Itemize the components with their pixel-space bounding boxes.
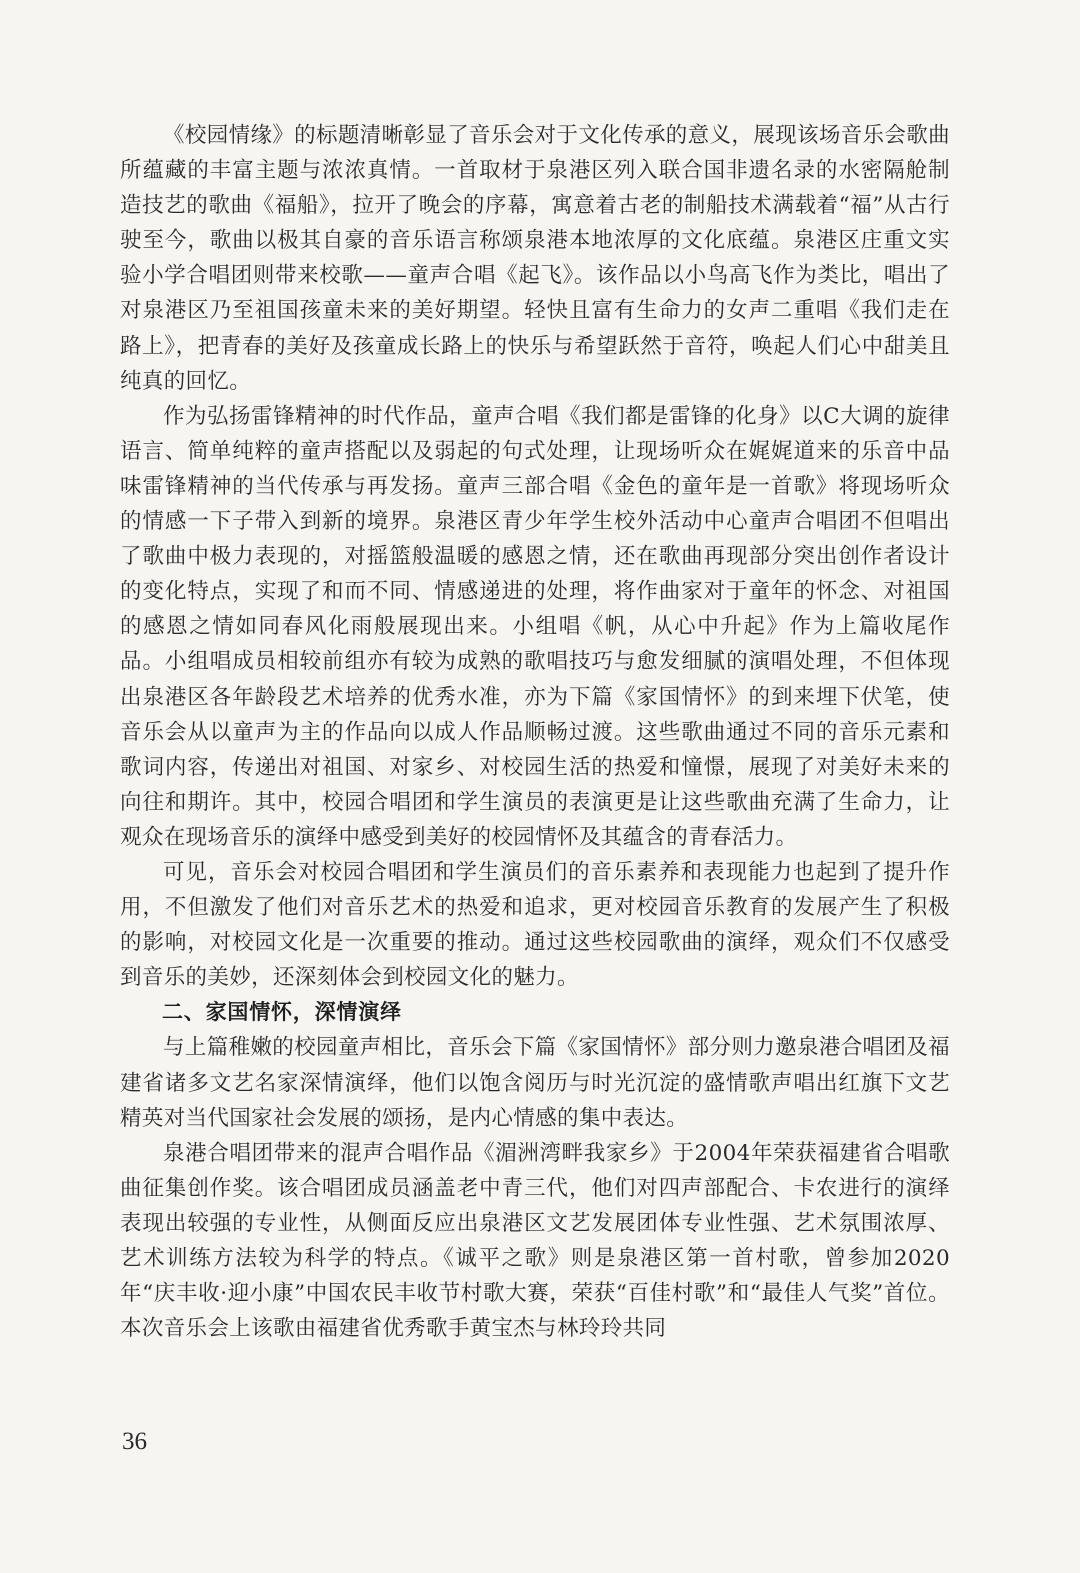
paragraph: 《校园情缘》的标题清晰彰显了音乐会对于文化传承的意义，展现该场音乐会歌曲所蕴藏的丰富主题与浓浓真情。一首取材于泉港区列入联合国非遗名录的水密隔舱制造技艺的歌曲《福船》，拉开了晚会的序幕，寓意着古老的制船技术满载着“福”从古行驶至今，歌曲以极其自豪的音乐语言称颂泉港本地浓厚的文化底蕴。泉港区庄重文实验小学合唱团则带来校歌——童声合唱《起飞》。该作品以小鸟高飞作为类比，唱出了对泉港区乃至祖国孩童未来的美好期望。轻快且富有生命力的女声二重唱《我们走在路上》，把青春的美好及孩童成长路上的快乐与希望跃然于音符，唤起人们心中甜美且纯真的回忆。 (120, 123, 950, 394)
paragraph: 可见，音乐会对校园合唱团和学生演员们的音乐素养和表现能力也起到了提升作用，不但激发了他们对音乐艺术的热爱和追求，更对校园音乐教育的发展产生了积极的影响，对校园文化是一次重要的推动。通过这些校园歌曲的演绎，观众们不仅感受到音乐的美妙，还深刻体会到校园文化的魅力。 (120, 859, 950, 991)
body-text (120, 118, 950, 1346)
paragraph: 作为弘扬雷锋精神的时代作品，童声合唱《我们都是雷锋的化身》以C大调的旋律语言、简单纯粹的童声搭配以及弱起的句式处理，让现场听众在娓娓道来的乐音中品味雷锋精神的当代传承与再发扬。童声三部合唱《金色的童年是一首歌》将现场听众的情感一下子带入到新的境界。泉港区青少年学生校外活动中心童声合唱团不但唱出了歌曲中极力表现的，对摇篮般温暖的感恩之情，还在歌曲再现部分突出创作者设计的变化特点，实现了和而不同、情感递进的处理，将作曲家对于童年的怀念、对祖国的感恩之情如同春风化雨般展现出来。小组唱《帆，从心中升起》作为上篇收尾作品。小组唱成员相较前组亦有较为成熟的歌唱技巧与愈发细腻的演唱处理，不但体现出泉港区各年龄段艺术培养的优秀水准，亦为下篇《家国情怀》的到来埋下伏笔，使音乐会从以童声为主的作品向以成人作品顺畅过渡。这些歌曲通过不同的音乐元素和歌词内容，传递出对祖国、对家乡、对校园生活的热爱和憧憬，展现了对美好未来的向往和期许。其中，校园合唱团和学生演员的表演更是让这些歌曲充满了生命力，让观众在现场音乐的演绎中感受到美好的校园情怀及其蕴含的青春活力。 (120, 403, 950, 850)
paragraph: 泉港合唱团带来的混声合唱作品《湄洲湾畔我家乡》于2004年荣获福建省合唱歌曲征集创作奖。该合唱团成员涵盖老中青三代，他们对四声部配合、卡农进行的演绎表现出较强的专业性，从侧面反应出泉港区文艺发展团体专业性强、艺术氛围浓厚、艺术训练方法较为科学的特点。《诚平之歌》则是泉港区第一首村歌，曾参加2020年“庆丰收·迎小康”中国农民丰收节村歌大赛，荣获“百佳村歌”和“最佳人气奖”首位。本次音乐会上该歌由福建省优秀歌手黄宝杰与林玲玲共同 (120, 1140, 950, 1342)
paragraph: 与上篇稚嫩的校园童声相比，音乐会下篇《家国情怀》部分则力邀泉港合唱团及福建省诸多文艺名家深情演绎，他们以饱含阅历与时光沉淀的盛情歌声唱出红旗下文艺精英对当代国家社会发展的颂扬，是内心情感的集中表达。 (120, 1035, 950, 1131)
section-heading: 二、家国情怀，深情演绎 (162, 1000, 402, 1025)
page-number: 36 (122, 1428, 147, 1455)
